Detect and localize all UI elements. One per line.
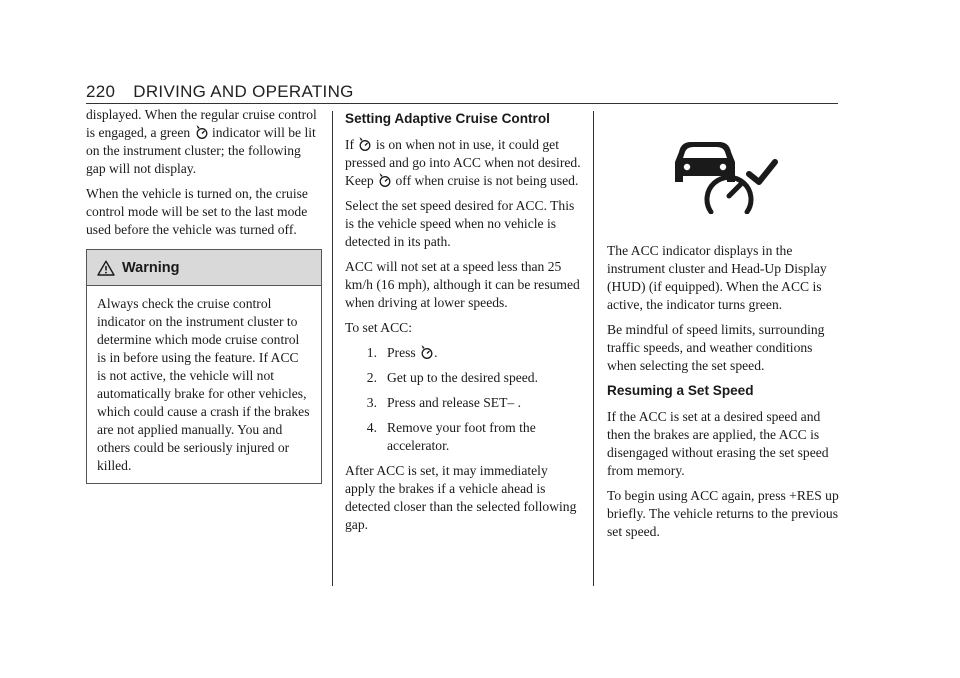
header-rule bbox=[86, 103, 838, 104]
paragraph: If is on when not in use, it could get pressed and go into ACC when not desired. Keep off when cruise is not being used. bbox=[345, 137, 581, 188]
warning-box bbox=[86, 249, 322, 484]
list-item: 3. Press and release SET– . bbox=[366, 395, 522, 410]
column-divider bbox=[332, 111, 333, 586]
paragraph: To begin using ACC again, press +RES up briefly. The vehicle returns to the previous set speed. bbox=[607, 488, 839, 539]
cruise-control-icon bbox=[195, 124, 208, 140]
paragraph: displayed. When the regular cruise control is engaged, a green indicator will be lit on the instrument cluster; the following gap will not display. bbox=[86, 107, 317, 176]
column-left bbox=[86, 106, 322, 484]
list-item: 1. Press . bbox=[366, 345, 438, 360]
page-number: 220 bbox=[86, 82, 116, 101]
warning-body: Always check the cruise control indicator on the instrument cluster to determine which mode cruise control is in before using the feature. If ACC is not active, the vehicle will not automatically brake for other vehicles, which could cause a crash if the brakes are not applied manually. You and others could be seriously injured or killed. bbox=[97, 296, 310, 473]
column-middle bbox=[345, 106, 581, 541]
warning-title: Warning bbox=[122, 259, 180, 276]
section-title: DRIVING AND OPERATING bbox=[133, 82, 354, 101]
column-divider bbox=[593, 111, 594, 586]
paragraph: Select the set speed desired for ACC. This is the vehicle speed when no vehicle is detected in its path. bbox=[345, 198, 575, 249]
page-header bbox=[86, 82, 354, 102]
section-heading: Resuming a Set Speed bbox=[607, 383, 754, 398]
warning-triangle-icon bbox=[97, 260, 115, 276]
list-item: 4. Remove your foot from the accelerator. bbox=[366, 420, 536, 453]
paragraph: After ACC is set, it may immediately apply the brakes if a vehicle ahead is detected closer than the selected following gap. bbox=[345, 463, 577, 532]
cruise-control-icon bbox=[358, 136, 371, 152]
paragraph: If the ACC is set at a desired speed and then the brakes are applied, the ACC is disengaged without erasing the set speed from memory. bbox=[607, 409, 829, 478]
adaptive-cruise-indicator-icon bbox=[665, 138, 783, 214]
paragraph: The ACC indicator displays in the instrument cluster and Head-Up Display (HUD) (if equipped). When the ACC is active, the indicator turns green. bbox=[607, 243, 827, 312]
paragraph: Be mindful of speed limits, surrounding traffic speeds, and weather conditions when selecting the set speed. bbox=[607, 322, 825, 373]
section-heading: Setting Adaptive Cruise Control bbox=[345, 111, 550, 126]
paragraph: ACC will not set at a speed less than 25 km/h (16 mph), although it can be resumed when driving at lower speeds. bbox=[345, 259, 580, 310]
paragraph: When the vehicle is turned on, the cruise control mode will be set to the last mode used before the vehicle was turned off. bbox=[86, 186, 308, 237]
steps-list bbox=[345, 344, 581, 455]
list-item: 2. Get up to the desired speed. bbox=[366, 370, 538, 385]
cruise-control-icon bbox=[378, 172, 391, 188]
warning-header bbox=[87, 250, 321, 286]
paragraph: To set ACC: bbox=[345, 320, 413, 335]
cruise-control-icon bbox=[420, 344, 433, 360]
column-right bbox=[607, 106, 843, 548]
